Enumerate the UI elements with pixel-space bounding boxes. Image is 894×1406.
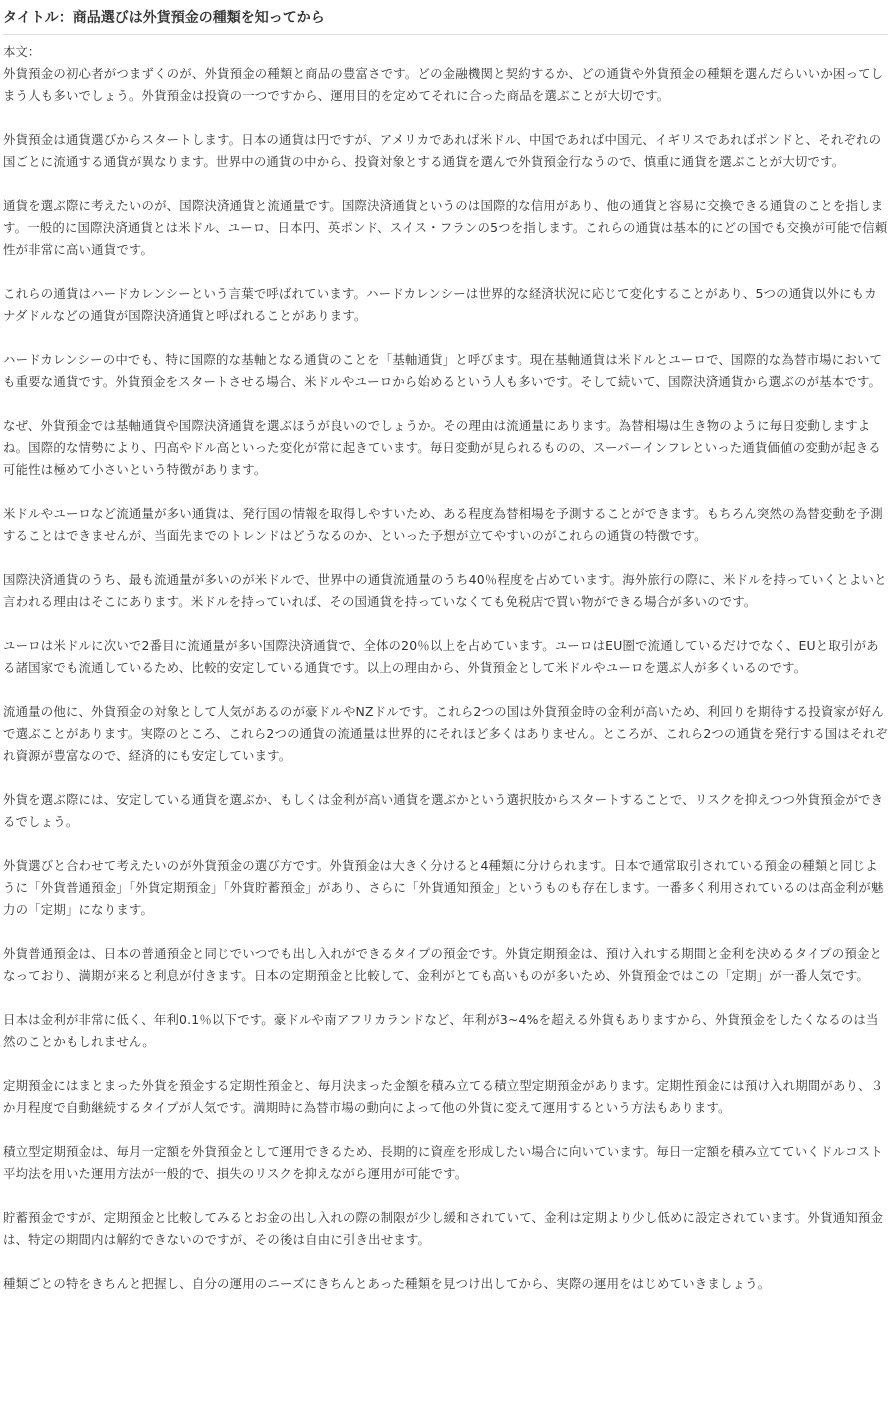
paragraph-3: 通貨を選ぶ際に考えたいのが、国際決済通貨と流通量です。国際決済通貨というのは国際的な信用があり、他の通貨と容易に交換できる通貨のことを指します。一般的に国際決済通貨とは米ドル、ユーロ、日本円、英ポンド、スイス・フランの5つを指します。これらの通貨は基本的にどの国でも交換が可能で信頼性が非常に高い通貨です。: [3, 198, 888, 257]
paragraph-7: 米ドルやユーロなど流通量が多い通貨は、発行国の情報を取得しやすいため、ある程度為替相場を予測することができます。もちろん突然の為替変動を予測することはできませんが、当面先までのトレンドはどうなるのか、といった予想が立てやすいのがこれらの通貨の特徴です。: [3, 506, 883, 543]
paragraph-9: ユーロは米ドルに次いで2番目に流通量が多い国際決済通貨で、全体の20％以上を占めています。ユーロはEU圏で流通しているだけでなく、EUと取引がある諸国家でも流通しているため、比較的安定している通貨です。以上の理由から、外貨預金として米ドルやユーロを選ぶ人が多くいるのです。: [3, 638, 879, 675]
paragraph-8: 国際決済通貨のうち、最も流通量が多いのが米ドルで、世界中の通貨流通量のうち40％程度を占めています。海外旅行の際に、米ドルを持っていくとよいと言われる理由はそこにあります。米ドルを持っていれば、その国通貨を持っていなくても免税店で買い物ができる場合が多いのです。: [3, 572, 887, 609]
paragraph-5: ハードカレンシーの中でも、特に国際的な基軸となる通貨のことを「基軸通貨」と呼びます。現在基軸通貨は米ドルとユーロで、国際的な為替市場においても重要な通貨です。外貨預金をスタートさせる場合、米ドルやユーロから始めるという人も多いです。そして続いて、国際決済通貨から選ぶのが基本です。: [3, 352, 883, 389]
paragraph-12: 外貨選びと合わせて考えたいのが外貨預金の選び方です。外貨預金は大きく分けると4種類に分けられます。日本で通常取引されている預金の種類と同じように「外貨普通預金」「外貨定期預金」「外貨貯蓄預金」があり、さらに「外貨通知預金」というものも存在します。一番多く利用されているのは高金利が魅力の「定期」になります。: [3, 858, 884, 917]
paragraph-2: 外貨預金は通貨選びからスタートします。日本の通貨は円ですが、アメリカであれば米ドル、中国であれば中国元、イギリスであればポンドと、それぞれの国ごとに流通する通貨が異なります。世界中の通貨の中から、投資対象とする通貨を選んで外貨預金行なうので、慎重に通貨を選ぶことが大切です。: [3, 132, 882, 169]
paragraph-16: 積立型定期預金は、毎月一定額を外貨預金として運用できるため、長期的に資産を形成したい場合に向いています。毎日一定額を積み立てていくドルコスト平均法を用いた運用方法が一般的で、損失のリスクを抑えながら運用が可能です。: [3, 1144, 883, 1181]
paragraph-18: 種類ごとの特をきちんと把握し、自分の運用のニーズにきちんとあった種類を見つけ出してから、実際の運用をはじめていきましょう。: [3, 1276, 771, 1291]
article-title: タイトル：商品選びは外貨預金の種類を知ってから: [3, 8, 888, 35]
paragraph-13: 外貨普通預金は、日本の普通預金と同じでいつでも出し入れができるタイプの預金です。外貨定期預金は、預け入れする期間と金利を決めるタイプの預金となっており、満期が来ると利息が付きます。日本の定期預金と比較して、金利がとても高いものが多いため、外貨預金ではこの「定期」が一番人気です。: [3, 946, 883, 983]
paragraph-6: なぜ、外貨預金では基軸通貨や国際決済通貨を選ぶほうが良いのでしょうか。その理由は流通量にあります。為替相場は生き物のように毎日変動しますよね。国際的な情勢により、円高やドル高といった変化が常に起きています。毎日変動が見られるものの、スーパーインフレといった通貨価値の変動が起きる可能性は極めて小さいという特徴があります。: [3, 418, 881, 477]
paragraph-17: 貯蓄預金ですが、定期預金と比較してみるとお金の出し入れの際の制限が少し緩和されていて、金利は定期より少し低めに設定されています。外貨通知預金は、特定の期間内は解約できないのですが、その後は自由に引き出せます。: [3, 1210, 884, 1247]
paragraph-10: 流通量の他に、外貨預金の対象として人気があるのが豪ドルやNZドルです。これら2つの国は外貨預金時の金利が高いため、利回りを期待する投資家が好んで選ぶことがあります。実際のところ、これら2つの通貨の流通量は世界的にそれほど多くはありません。ところが、これら2つの通貨を発行する国はそれぞれ資源が豊富なので、経済的にも安定しています。: [3, 704, 888, 763]
paragraph-4: これらの通貨はハードカレンシーという言葉で呼ばれています。ハードカレンシーは世界的な経済状況に応じて変化することがあり、5つの通貨以外にもカナダドルなどの通貨が国際決済通貨と呼ばれることがあります。: [3, 286, 877, 323]
paragraph-15: 定期預金にはまとまった外貨を預金する定期性預金と、毎月決まった金額を積み立てる積立型定期預金があります。定期性預金には預け入れ期間があり、３か月程度で自動継続するタイプが人気です。満期時に為替市場の動向によって他の外貨に変えて運用するという方法もあります。: [3, 1078, 884, 1115]
body-label: 本文：: [3, 44, 41, 59]
paragraph-11: 外貨を選ぶ際には、安定している通貨を選ぶか、もしくは金利が高い通貨を選ぶかという選択肢からスタートすることで、リスクを抑えつつ外貨預金ができるでしょう。: [3, 792, 884, 829]
paragraph-1: 外貨預金の初心者がつまずくのが、外貨預金の種類と商品の豊富さです。どの金融機関と契約するか、どの通貨や外貨預金の種類を選んだらいいか困ってしまう人も多いでしょう。外貨預金は投資の一つですから、運用目的を定めてそれに合った商品を選ぶことが大切です。: [3, 66, 884, 103]
paragraph-14: 日本は金利が非常に低く、年利0.1％以下です。豪ドルや南アフリカランドなど、年利が3~4%を超える外貨もありますから、外貨預金をしたくなるのは当然のことかもしれません。: [3, 1012, 879, 1049]
